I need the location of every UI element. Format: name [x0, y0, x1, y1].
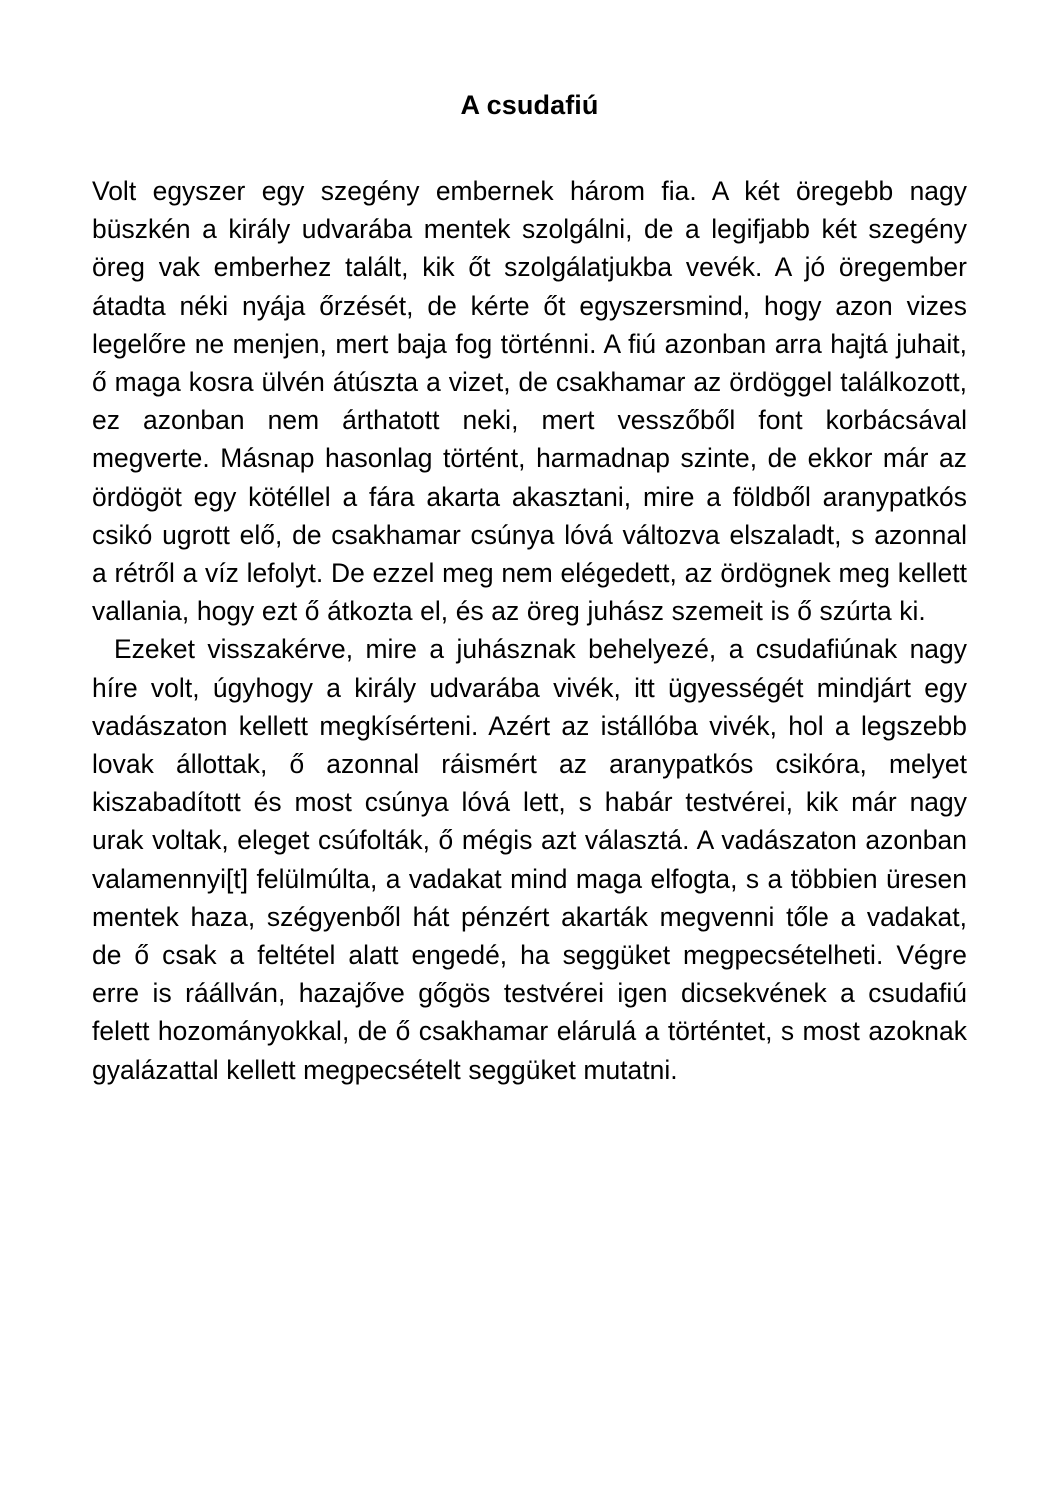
- page-title: A csudafiú: [460, 90, 599, 120]
- document-content: [92, 0, 967, 1089]
- body-paragraph-1: Volt egyszer egy szegény embernek három fia. A két öregebb nagy büszkén a király udvarába mentek szolgálni, de a legifjabb két szegény öreg vak emberhez talált, kik őt szolgálatjukba vevék. A jó öregember átadta néki nyája őrzését, de kérte őt egyszersmind, hogy azon vizes legelőre ne menjen, mert baja fog történni. A fiú azonban arra hajtá juhait, ő maga kosra ülvén átúszta a vizet, de csakhamar az ördöggel találkozott, ez azonban nem árthatott neki, mert vesszőből font korbácsával megverte. Másnap hasonlag történt, harmadnap szinte, de ekkor már az ördögöt egy kötéllel a fára akarta akasztani, mire a földből aranypatkós csikó ugrott elő, de csakhamar csúnya lóvá változva elszaladt, s azonnal a rétről a víz lefolyt. De ezzel meg nem elégedett, az ördögnek meg kellett vallania, hogy ezt ő átkozta el, és az öreg juhász szemeit is ő szúrta ki.: [92, 176, 967, 627]
- body-paragraph-2: Ezeket visszakérve, mire a juhásznak behelyezé, a csudafiúnak nagy híre volt, úgyhogy a király udvarába vivék, itt ügyességét mindjárt egy vadászaton kellett megkísérteni. Azért az istállóba vivék, hol a legszebb lovak állottak, ő azonnal ráismért az aranypatkós csikóra, melyet kiszabadított és most csúnya lóvá lett, s habár testvérei, kik már nagy urak voltak, eleget csúfolták, ő mégis azt választá. A vadászaton azonban valamennyi[t] felülmúlta, a vadakat mind maga elfogta, s a többien üresen mentek haza, szégyenből hát pénzért akarták megvenni tőle a vadakat, de ő csak a feltétel alatt engedé, ha seggüket megpecsételheti. Végre erre is ráállván, hazajőve gőgös testvérei igen dicsekvének a csudafiú felett hozományokkal, de ő csakhamar elárulá a történtet, s most azoknak gyalázattal kellett megpecsételt seggüket mutatni.: [92, 634, 967, 1085]
